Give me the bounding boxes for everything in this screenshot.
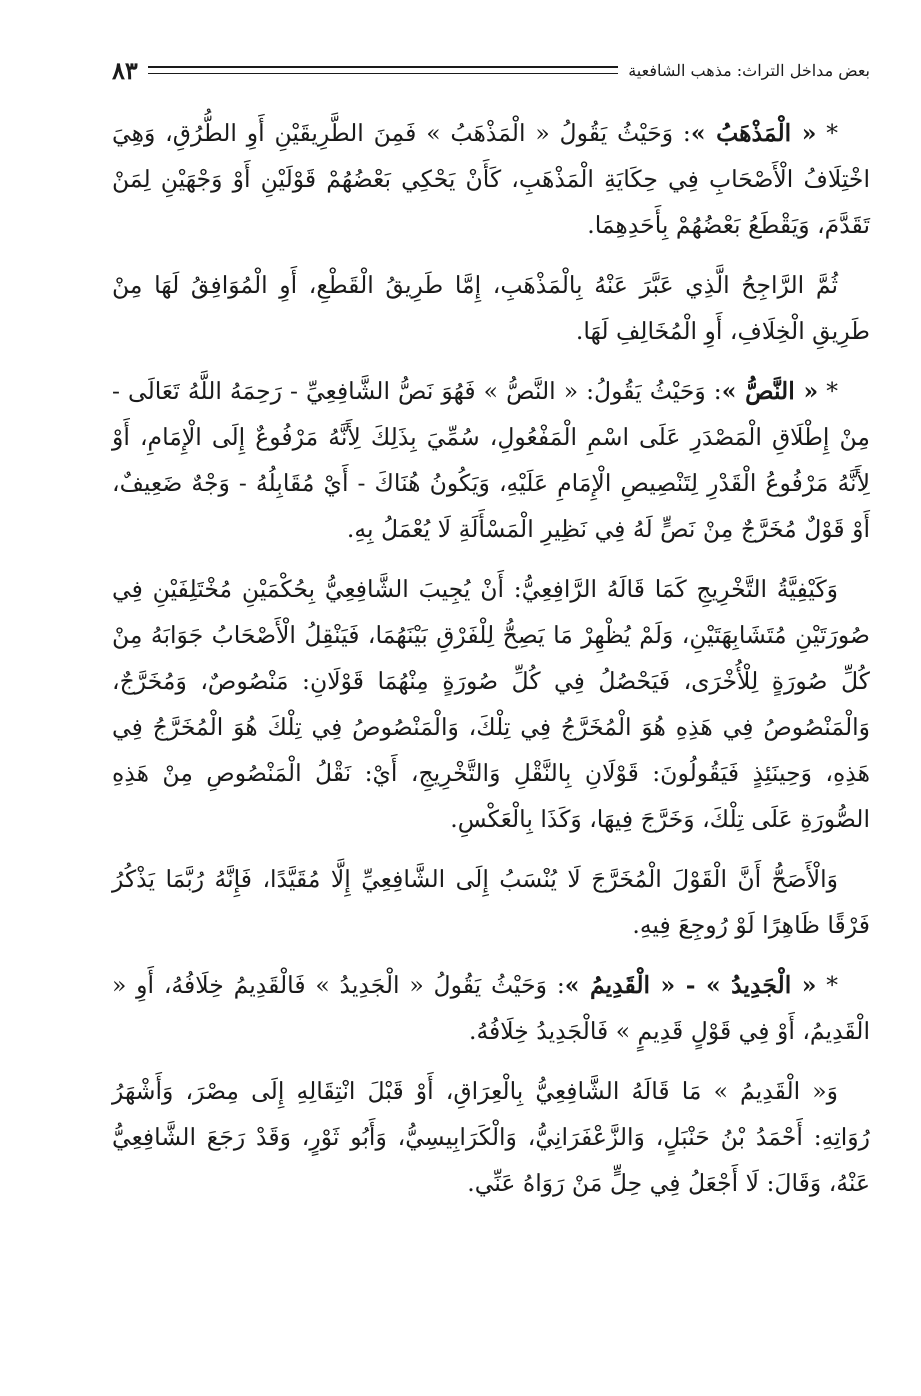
paragraph-jadid-qadim <box>112 962 870 1054</box>
paragraph-asahh <box>112 856 870 948</box>
page-header <box>112 50 870 90</box>
running-title: بعض مداخل التراث: مذهب الشافعية <box>628 60 870 80</box>
paragraph-text: ثُمَّ الرَّاجِحُ الَّذِي عَبَّرَ عَنْهُ بِالْمَذْهَبِ، إِمَّا طَرِيقُ الْقَطْعِ، أَوِ الْمُوَافِقُ لَهَا مِنْ طَرِيقِ الْخِلَافِ، أَوِ الْمُخَالِفِ لَهَا. <box>112 271 870 345</box>
paragraph-madhhab <box>112 110 870 248</box>
bullet-marker: * <box>826 119 838 147</box>
term-jadid-qadim: « الْجَدِيدُ » - « الْقَدِيمُ » <box>564 971 817 999</box>
paragraph-text: : وَحَيْثُ يَقُولُ « الْجَدِيدُ » فَالْقَدِيمُ خِلَافُهُ، أَوِ « الْقَدِيمُ، أَوْ فِي قَوْلٍ قَدِيمٍ » فَالْجَدِيدُ خِلَافُهُ. <box>112 971 870 1045</box>
bullet-marker: * <box>826 971 838 999</box>
term-madhhab: « الْمَذْهَبُ » <box>690 119 817 147</box>
paragraph-qadim-rawah <box>112 1068 870 1206</box>
term-nass: « النَّصُّ » <box>721 377 819 405</box>
header-rule <box>148 66 618 74</box>
paragraph-text: : وَحَيْثُ يَقُولُ « الْمَذْهَبُ » فَمِنَ الطَّرِيقَيْنِ أَوِ الطُّرُقِ، وَهِيَ اخْتِلَافُ الْأَصْحَابِ فِي حِكَايَةِ الْمَذْهَبِ، كَأَنْ يَحْكِي بَعْضُهُمْ قَوْلَيْنِ أَوْ وَجْهَيْنِ لِمَنْ تَقَدَّمَ، وَيَقْطَعُ بَعْضُهُمْ بِأَحَدِهِمَا. <box>112 119 870 239</box>
paragraph-rajih <box>112 262 870 354</box>
paragraph-text: وَ« الْقَدِيمُ » مَا قَالَهُ الشَّافِعِيُّ بِالْعِرَاقِ، أَوْ قَبْلَ انْتِقَالِهِ إِلَى مِصْرَ، وَأَشْهَرُ رُوَاتِهِ: أَحْمَدُ بْنُ حَنْبَلٍ، وَالزَّعْفَرَانِيُّ، وَالْكَرَابِيسِيُّ، وَأَبُو ثَوْرٍ، وَقَدْ رَجَعَ الشَّافِعِيُّ عَنْهُ، وَقَالَ: لَا أَجْعَلُ فِي حِلٍّ مَنْ رَوَاهُ عَنِّي. <box>112 1077 870 1197</box>
body-text <box>112 110 870 1220</box>
paragraph-nass <box>112 368 870 552</box>
paragraph-text: وَكَيْفِيَّةُ التَّخْرِيجِ كَمَا قَالَهُ الرَّافِعِيُّ: أَنْ يُجِيبَ الشَّافِعِيُّ بِحُكْمَيْنِ مُخْتَلِفَيْنِ فِي صُورَتَيْنِ مُتَشَابِهَتَيْنِ، وَلَمْ يُظْهِرْ مَا يَصِحُّ لِلْفَرْقِ بَيْنَهُمَا، فَيَنْقِلُ الْأَصْحَابُ جَوَابَهُ مِنْ كُلِّ صُورَةٍ لِلْأُخْرَى، فَيَحْصُلُ فِي كُلِّ صُورَةٍ مِنْهُمَا قَوْلَانِ: مَنْصُوصٌ، وَمُخَرَّجٌ، وَالْمَنْصُوصُ فِي هَذِهِ هُوَ الْمُخَرَّجُ فِي تِلْكَ، وَالْمَنْصُوصُ فِي تِلْكَ هُوَ الْمُخَرَّجُ فِي هَذِهِ، وَحِينَئِذٍ فَيَقُولُونَ: قَوْلَانِ بِالنَّقْلِ وَالتَّخْرِيجِ، أَيْ: نَقْلُ الْمَنْصُوصِ مِنْ هَذِهِ الصُّورَةِ عَلَى تِلْكَ، وَخَرَّجَ فِيهَا، وَكَذَا بِالْعَكْسِ. <box>112 575 870 833</box>
paragraph-text: وَالْأَصَحُّ أَنَّ الْقَوْلَ الْمُخَرَّجَ لَا يُنْسَبُ إِلَى الشَّافِعِيِّ إِلَّا مُقَيَّدًا، فَإِنَّهُ رُبَّمَا يَذْكُرُ فَرْقًا ظَاهِرًا لَوْ رُوجِعَ فِيهِ. <box>112 865 870 939</box>
paragraph-takhrij <box>112 566 870 842</box>
page-number: ٨٣ <box>112 55 138 85</box>
bullet-marker: * <box>826 377 838 405</box>
paragraph-text: : وَحَيْثُ يَقُولُ: « النَّصُّ » فَهُوَ نَصُّ الشَّافِعِيِّ - رَحِمَهُ اللَّهُ تَعَالَى - مِنْ إِطْلَاقِ الْمَصْدَرِ عَلَى اسْمِ الْمَفْعُولِ، سُمِّيَ بِذَلِكَ لِأَنَّهُ مَرْفُوعٌ إِلَى الْإِمَامِ، أَوْ لِأَنَّهُ مَرْفُوعُ الْقَدْرِ لِتَنْصِيصِ الْإِمَامِ عَلَيْهِ، وَيَكُونُ هُنَاكَ - أَيْ مُقَابِلُهُ - وَجْهٌ ضَعِيفٌ، أَوْ قَوْلٌ مُخَرَّجٌ مِنْ نَصٍّ لَهُ فِي نَظِيرِ الْمَسْأَلَةِ لَا يُعْمَلُ بِهِ. <box>112 377 870 543</box>
